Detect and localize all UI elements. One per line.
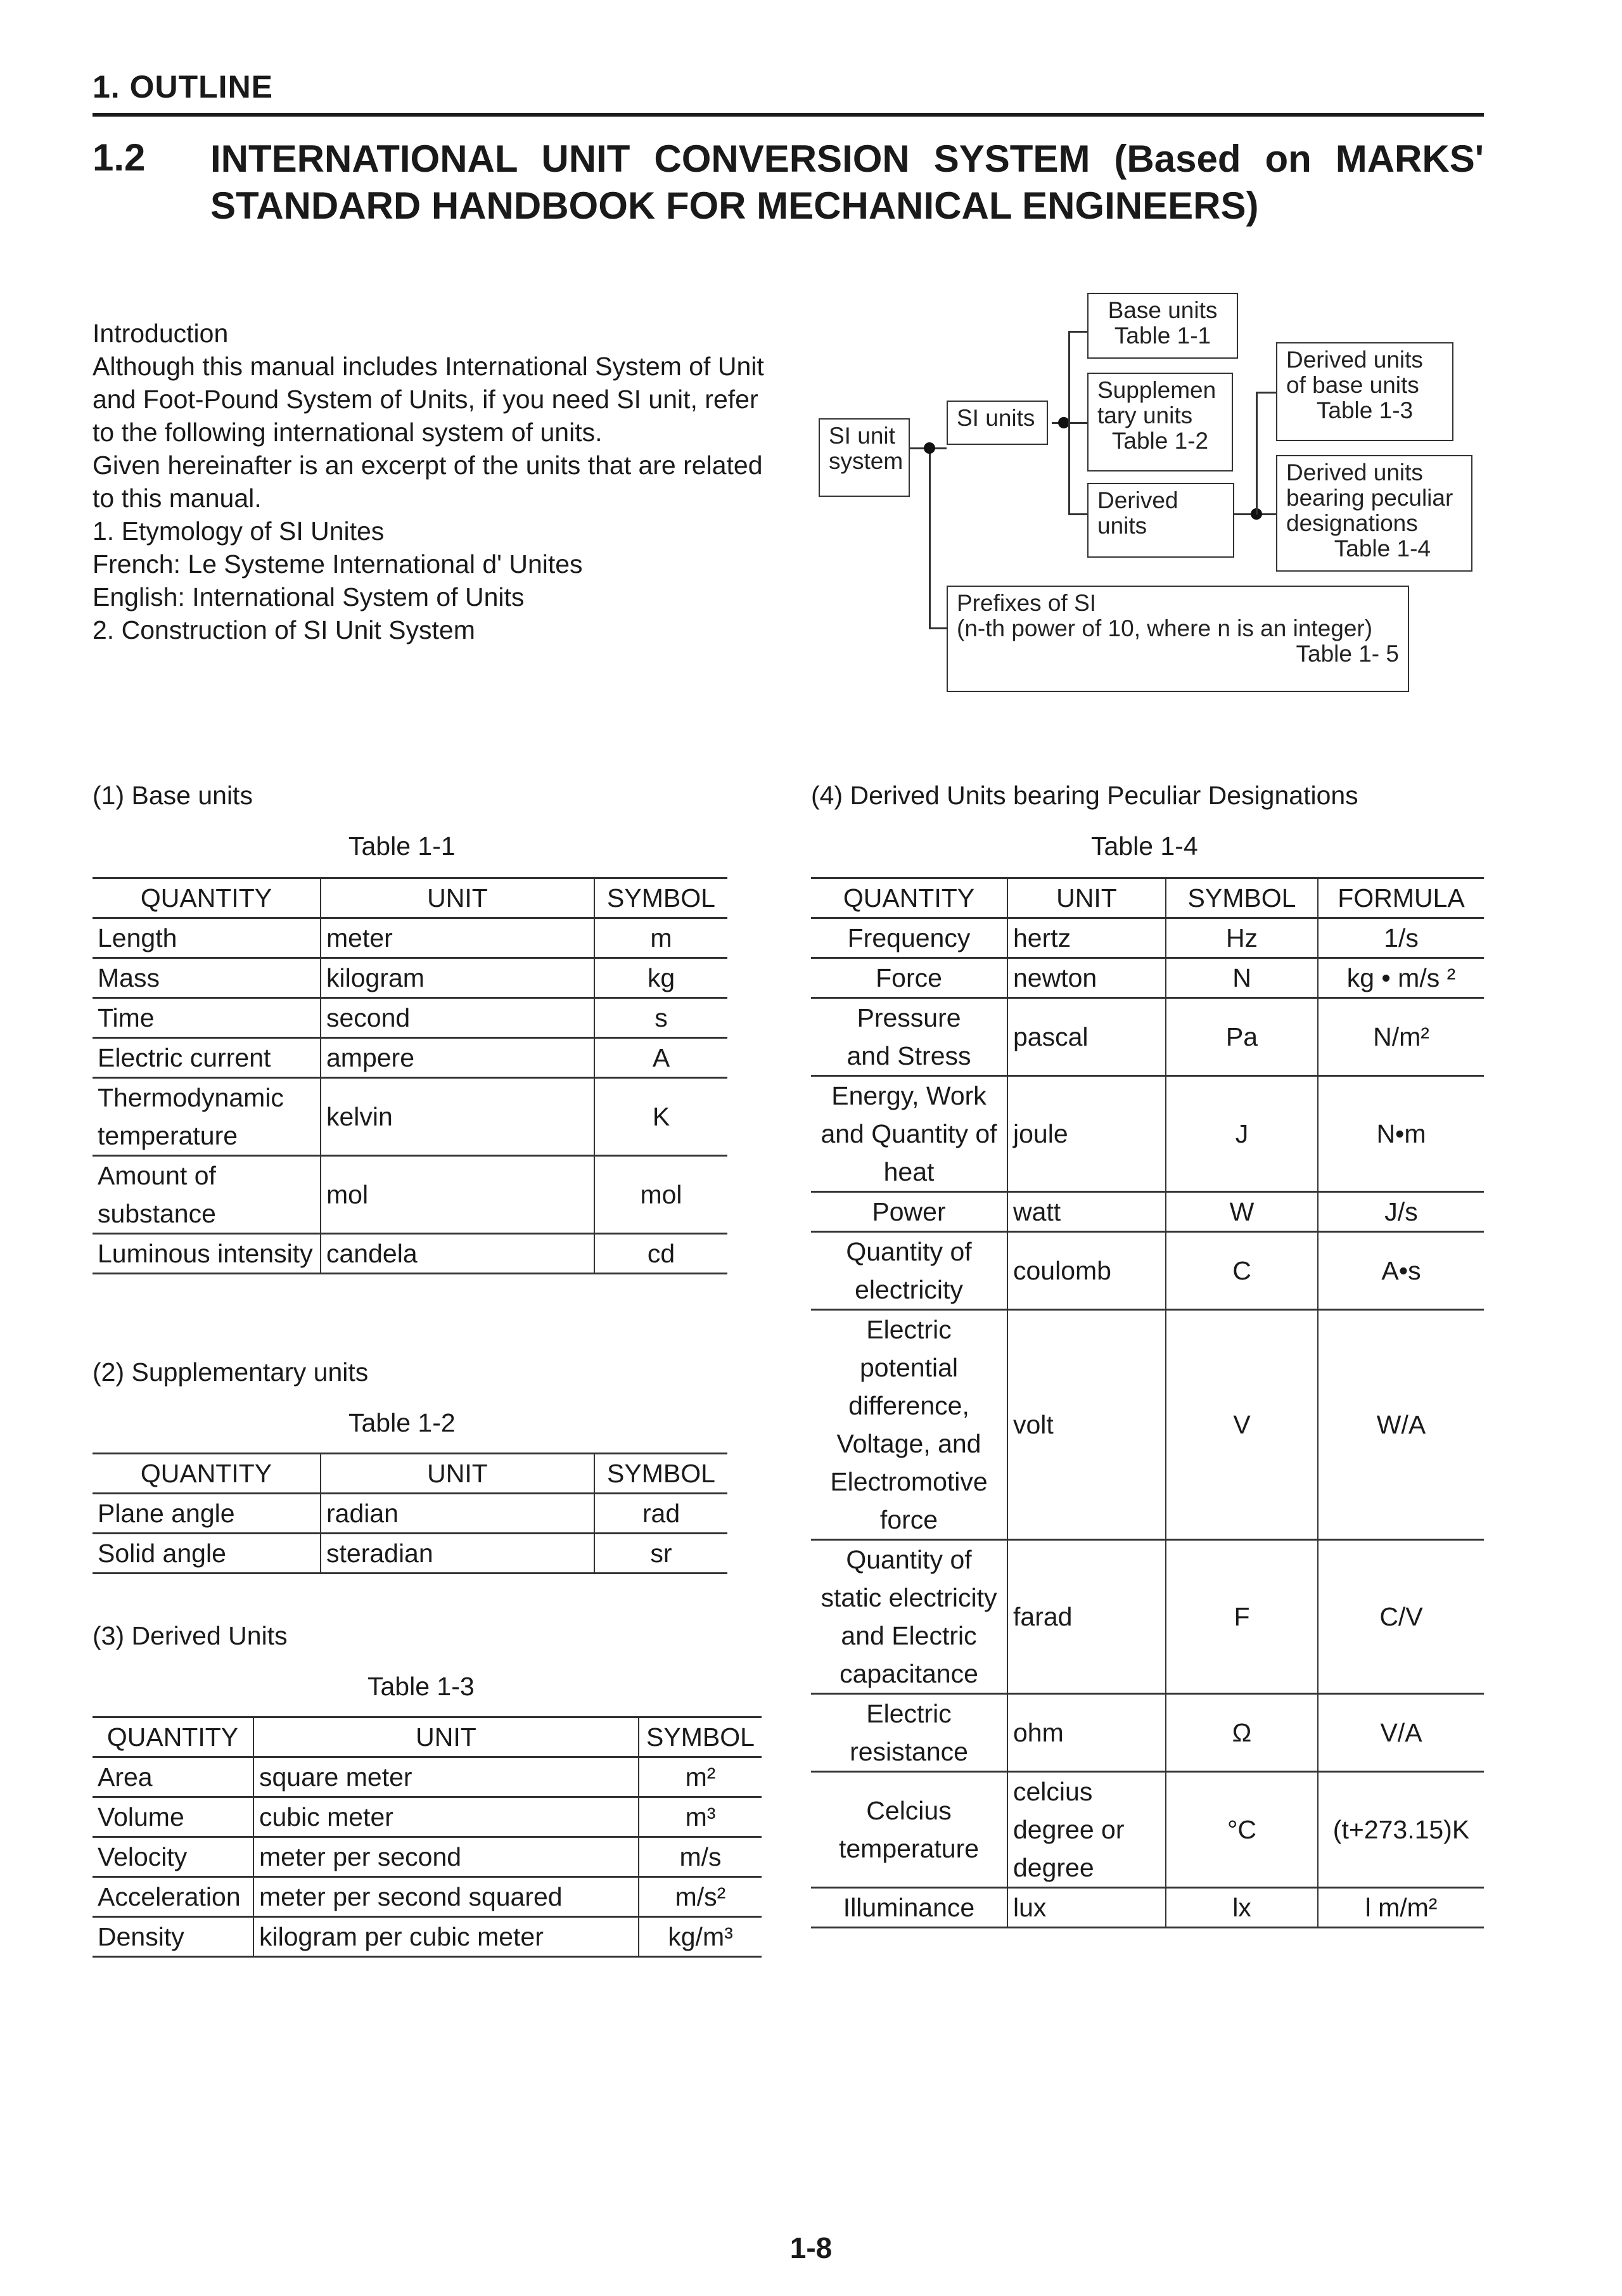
intro-line: Introduction — [93, 319, 229, 348]
table-cell: J/s — [1318, 1192, 1484, 1232]
table-row — [93, 998, 727, 1038]
header-cell: SYMBOL — [1166, 878, 1318, 918]
header-cell: QUANTITY — [93, 1454, 321, 1494]
table-cell: Electric resistance — [811, 1694, 1007, 1772]
table-cell: A — [594, 1038, 727, 1078]
table-row — [811, 1694, 1484, 1772]
table-cell: lx — [1166, 1888, 1318, 1928]
diagram-box-text: SI units — [957, 405, 1035, 431]
table-cell: newton — [1007, 958, 1166, 998]
diagram-box-text: Table 1- 5 — [1296, 641, 1399, 667]
header-cell: UNIT — [321, 1454, 594, 1494]
section-heading-peculiar-units: (4) Derived Units bearing Peculiar Designations — [811, 781, 1358, 810]
junction-dot — [924, 442, 935, 454]
table-base-units — [93, 877, 727, 1274]
diagram-box-prefixes — [947, 586, 1409, 692]
table-cell: pascal — [1007, 998, 1166, 1076]
header-rule — [93, 113, 1484, 117]
header-cell: FORMULA — [1318, 878, 1484, 918]
page-number: 1-8 — [789, 2231, 833, 2264]
table-cell: meter — [321, 918, 594, 958]
diagram-box-base-units — [1087, 293, 1238, 359]
connector — [1068, 422, 1087, 424]
table-row — [93, 1837, 762, 1877]
table-row — [811, 1540, 1484, 1694]
diagram-box-text: Table 1-3 — [1316, 397, 1414, 423]
intro-line: and Foot-Pound System of Units, if you need SI unit, refer — [93, 385, 758, 414]
table-cell: radian — [321, 1494, 594, 1534]
table-cell: V — [1166, 1310, 1318, 1540]
diagram-box-text: Table 1-1 — [1114, 323, 1211, 349]
table-cell: °C — [1166, 1772, 1318, 1888]
table-cell: Ω — [1166, 1694, 1318, 1772]
diagram-box-text: of base units — [1286, 372, 1419, 398]
table-cell: N•m — [1318, 1076, 1484, 1192]
table-cell: kilogram — [321, 958, 594, 998]
table-cell: kilogram per cubic meter — [253, 1917, 639, 1957]
table-row — [811, 918, 1484, 958]
table-cell: square meter — [253, 1757, 639, 1797]
table-cell: s — [594, 998, 727, 1038]
intro-line: 1. Etymology of SI Unites — [93, 516, 385, 546]
table-row — [811, 1076, 1484, 1192]
table-cell: hertz — [1007, 918, 1166, 958]
table-row — [93, 918, 727, 958]
table-cell: N/m² — [1318, 998, 1484, 1076]
table-row — [811, 1232, 1484, 1310]
table-header-row — [93, 1717, 762, 1757]
title-number: 1.2 — [93, 136, 146, 179]
diagram-box-text: designations — [1286, 510, 1418, 536]
table-cell: sr — [594, 1534, 727, 1574]
table-cell: coulomb — [1007, 1232, 1166, 1310]
diagram-box-text: Base units — [1108, 297, 1218, 323]
table-cell: Amount of substance — [93, 1156, 321, 1234]
section-heading-derived-units: (3) Derived Units — [93, 1621, 288, 1650]
table-cell: m² — [639, 1757, 762, 1797]
table-cell: volt — [1007, 1310, 1166, 1540]
table-derived-units — [93, 1716, 762, 1958]
table-cell: m — [594, 918, 727, 958]
table-cell: Mass — [93, 958, 321, 998]
header-cell: QUANTITY — [93, 1717, 253, 1757]
diagram-box-text: system — [829, 448, 904, 474]
header-cell: QUANTITY — [811, 878, 1007, 918]
table-cell: (t+273.15)K — [1318, 1772, 1484, 1888]
diagram-box-derived-units — [1087, 483, 1234, 558]
section-heading-supplementary-units: (2) Supplementary units — [93, 1357, 369, 1387]
diagram-box-text: Supplemen — [1097, 377, 1216, 403]
table-cell: kg — [594, 958, 727, 998]
table-row — [93, 1078, 727, 1156]
diagram-box-text: units — [1097, 513, 1147, 539]
table-cell: candela — [321, 1234, 594, 1274]
table-cell: C — [1166, 1232, 1318, 1310]
table-caption: Table 1-3 — [367, 1672, 475, 1701]
table-cell: kg • m/s ² — [1318, 958, 1484, 998]
table-cell: N — [1166, 958, 1318, 998]
intro-line: English: International System of Units — [93, 582, 525, 612]
table-caption: Table 1-1 — [348, 831, 456, 861]
table-row — [811, 998, 1484, 1076]
table-row — [93, 958, 727, 998]
diagram-box-text: tary units — [1097, 402, 1193, 428]
header-cell: QUANTITY — [93, 878, 321, 918]
header-cell: SYMBOL — [594, 878, 727, 918]
introduction — [93, 317, 815, 646]
table-cell: meter per second — [253, 1837, 639, 1877]
table-row — [93, 1494, 727, 1534]
connector — [1256, 392, 1258, 515]
table-cell: joule — [1007, 1076, 1166, 1192]
diagram-box-derived-base-units — [1276, 342, 1453, 441]
connector — [1256, 392, 1276, 394]
diagram-box-text: Prefixes of SI — [957, 590, 1097, 616]
diagram-box-text: SI unit — [829, 423, 895, 449]
table-row — [93, 1877, 762, 1917]
table-cell: Density — [93, 1917, 253, 1957]
table-cell: Solid angle — [93, 1534, 321, 1574]
diagram-box-text: Table 1-2 — [1111, 428, 1209, 454]
table-cell: Time — [93, 998, 321, 1038]
table-row — [93, 1534, 727, 1574]
diagram-box-derived-peculiar-units — [1276, 455, 1472, 572]
title-line-1: INTERNATIONAL UNIT CONVERSION SYSTEM (Based on MARKS' — [210, 138, 1484, 180]
table-cell: celcius degree or degree — [1007, 1772, 1166, 1888]
diagram-box-text: Table 1-4 — [1334, 536, 1431, 561]
table-cell: Velocity — [93, 1837, 253, 1877]
table-cell: J — [1166, 1076, 1318, 1192]
table-cell: F — [1166, 1540, 1318, 1694]
table-cell: Quantity of static electricity and Electric capacitance — [811, 1540, 1007, 1694]
header-cell: UNIT — [321, 878, 594, 918]
table-cell: Volume — [93, 1797, 253, 1837]
table-caption: Table 1-2 — [348, 1408, 456, 1437]
table-cell: Pa — [1166, 998, 1318, 1076]
table-peculiar-units — [811, 877, 1484, 1928]
table-cell: A•s — [1318, 1232, 1484, 1310]
table-cell: watt — [1007, 1192, 1166, 1232]
table-header-row — [93, 1454, 727, 1494]
header-cell: UNIT — [253, 1717, 639, 1757]
diagram-box-text: (n-th power of 10, where n is an integer) — [957, 615, 1373, 641]
table-cell: cubic meter — [253, 1797, 639, 1837]
section-heading-base-units: (1) Base units — [93, 781, 253, 810]
table-cell: steradian — [321, 1534, 594, 1574]
table-caption: Table 1-4 — [1091, 831, 1198, 861]
connector — [1068, 331, 1087, 333]
table-row — [93, 1234, 727, 1274]
table-cell: ampere — [321, 1038, 594, 1078]
table-cell: kelvin — [321, 1078, 594, 1156]
diagram-box-text: Derived — [1097, 487, 1178, 513]
connector — [929, 447, 931, 629]
table-row — [93, 1156, 727, 1234]
table-row — [811, 1888, 1484, 1928]
intro-line: French: Le Systeme International d' Unites — [93, 549, 583, 579]
table-cell: V/A — [1318, 1694, 1484, 1772]
table-cell: meter per second squared — [253, 1877, 639, 1917]
table-cell: Length — [93, 918, 321, 958]
diagram-box-text: Derived units — [1286, 347, 1423, 373]
table-row — [93, 1038, 727, 1078]
table-cell: second — [321, 998, 594, 1038]
table-cell: Force — [811, 958, 1007, 998]
table-cell: Electric potential difference, Voltage, and Electromotive force — [811, 1310, 1007, 1540]
table-cell: m/s — [639, 1837, 762, 1877]
table-cell: Area — [93, 1757, 253, 1797]
table-row — [811, 1310, 1484, 1540]
table-cell: Electric current — [93, 1038, 321, 1078]
table-cell: C/V — [1318, 1540, 1484, 1694]
table-cell: rad — [594, 1494, 727, 1534]
table-cell: farad — [1007, 1540, 1166, 1694]
table-header-row — [93, 878, 727, 918]
table-row — [93, 1757, 762, 1797]
diagram-box-si-units — [947, 401, 1048, 445]
header-cell: UNIT — [1007, 878, 1166, 918]
table-supplementary-units — [93, 1453, 727, 1574]
table-cell: Quantity of electricity — [811, 1232, 1007, 1310]
table-cell: mol — [594, 1156, 727, 1234]
table-row — [811, 958, 1484, 998]
table-row — [811, 1192, 1484, 1232]
table-cell: W — [1166, 1192, 1318, 1232]
table-cell: Frequency — [811, 918, 1007, 958]
intro-line: Although this manual includes International System of Unit — [93, 352, 764, 381]
diagram-box-text: bearing peculiar — [1286, 485, 1453, 511]
table-row — [93, 1797, 762, 1837]
table-cell: mol — [321, 1156, 594, 1234]
table-row — [93, 1917, 762, 1957]
table-cell: Acceleration — [93, 1877, 253, 1917]
intro-line: to the following international system of units. — [93, 418, 603, 447]
title-line-2: STANDARD HANDBOOK FOR MECHANICAL ENGINEERS) — [210, 184, 1259, 227]
intro-line: to this manual. — [93, 484, 262, 513]
table-cell: m³ — [639, 1797, 762, 1837]
table-cell: K — [594, 1078, 727, 1156]
connector — [929, 627, 947, 629]
diagram-box-supplementary-units — [1087, 373, 1233, 471]
table-cell: Celcius temperature — [811, 1772, 1007, 1888]
header-cell: SYMBOL — [639, 1717, 762, 1757]
table-cell: lux — [1007, 1888, 1166, 1928]
table-cell: Luminous intensity — [93, 1234, 321, 1274]
table-cell: ohm — [1007, 1694, 1166, 1772]
table-cell: cd — [594, 1234, 727, 1274]
table-cell: Power — [811, 1192, 1007, 1232]
table-cell: kg/m³ — [639, 1917, 762, 1957]
diagram-box-si-unit-system — [819, 418, 910, 497]
table-cell: Thermodynamic temperature — [93, 1078, 321, 1156]
connector — [1068, 513, 1087, 515]
table-cell: Energy, Work and Quantity of heat — [811, 1076, 1007, 1192]
table-cell: Illuminance — [811, 1888, 1007, 1928]
intro-line: 2. Construction of SI Unit System — [93, 615, 475, 645]
intro-line: Given hereinafter is an excerpt of the units that are related — [93, 451, 763, 480]
table-cell: 1/s — [1318, 918, 1484, 958]
table-cell: m/s² — [639, 1877, 762, 1917]
table-cell: Plane angle — [93, 1494, 321, 1534]
table-cell: Hz — [1166, 918, 1318, 958]
diagram-box-text: Derived units — [1286, 459, 1423, 485]
table-cell: l m/m² — [1318, 1888, 1484, 1928]
table-header-row — [811, 878, 1484, 918]
section-header: 1. OUTLINE — [93, 69, 274, 105]
table-cell: Pressure and Stress — [811, 998, 1007, 1076]
header-cell: SYMBOL — [594, 1454, 727, 1494]
table-cell: W/A — [1318, 1310, 1484, 1540]
table-row — [811, 1772, 1484, 1888]
